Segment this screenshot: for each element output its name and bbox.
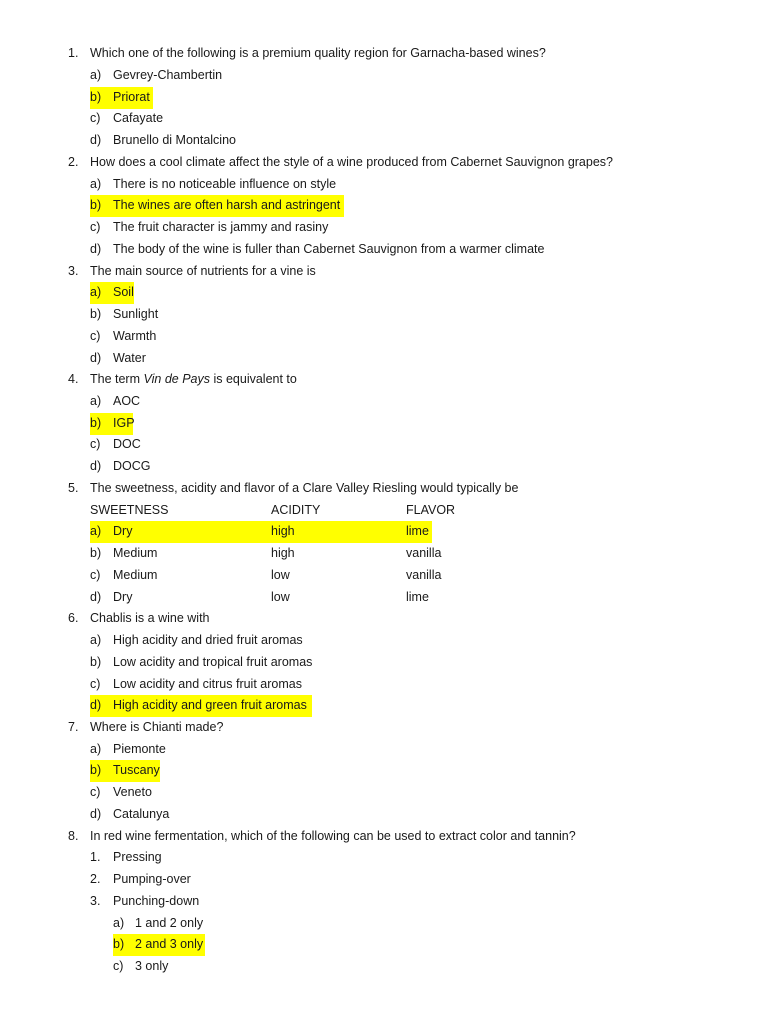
option-text: Cafayate	[113, 111, 164, 125]
option-acidity: high	[271, 524, 295, 538]
option-letter: b)	[113, 937, 125, 951]
option-text: AOC	[113, 394, 141, 408]
option-text: Water	[113, 351, 146, 365]
option-letter: c)	[90, 437, 101, 451]
option-letter: b)	[90, 198, 102, 212]
question-4	[0, 369, 768, 391]
option-text: IGP	[113, 416, 135, 430]
answer-option	[0, 239, 768, 261]
option-letter: a)	[90, 524, 102, 538]
option-text: Priorat	[113, 90, 150, 104]
option-text: Tuscany	[113, 763, 160, 777]
question-number: 6.	[68, 611, 79, 625]
option-flavor: lime	[406, 590, 429, 604]
answer-option-correct	[0, 695, 768, 717]
question-text: In red wine fermentation, which of the following can be used to extract color and tannin?	[90, 829, 576, 843]
option-text: Low acidity and tropical fruit aromas	[113, 655, 313, 669]
question-8	[0, 826, 768, 848]
option-letter: a)	[90, 177, 102, 191]
question-text-part: The term	[90, 372, 144, 386]
option-text: Veneto	[113, 785, 152, 799]
question-text: The main source of nutrients for a vine is	[90, 264, 316, 278]
question-7	[0, 717, 768, 739]
column-header: SWEETNESS	[90, 503, 169, 517]
option-text: Catalunya	[113, 807, 170, 821]
question-text	[90, 369, 297, 391]
question-number: 2.	[68, 155, 79, 169]
answer-option	[0, 391, 768, 413]
option-letter: b)	[90, 763, 102, 777]
option-text: 1 and 2 only	[135, 916, 204, 930]
answer-option	[0, 65, 768, 87]
statement-number: 2.	[90, 872, 101, 886]
option-letter: a)	[90, 68, 102, 82]
option-letter: c)	[90, 111, 101, 125]
question-text: The sweetness, acidity and flavor of a Clare Valley Riesling would typically be	[90, 481, 519, 495]
option-acidity: high	[271, 546, 295, 560]
option-text: Piemonte	[113, 742, 166, 756]
question-text-part: is equivalent to	[209, 372, 297, 386]
question-number: 8.	[68, 829, 79, 843]
answer-option	[0, 804, 768, 826]
statement-item	[0, 869, 768, 891]
question-number: 1.	[68, 46, 79, 60]
question-number: 7.	[68, 720, 79, 734]
option-sweetness: Medium	[113, 546, 158, 560]
answer-option-correct	[0, 760, 768, 782]
option-letter: c)	[90, 329, 101, 343]
option-letter: b)	[90, 307, 102, 321]
question-text-italic: Vin de Pays	[143, 372, 210, 386]
statement-text: Punching-down	[113, 894, 200, 908]
option-flavor: vanilla	[406, 546, 442, 560]
option-sweetness: Dry	[113, 590, 133, 604]
answer-option	[0, 456, 768, 478]
answer-option	[0, 674, 768, 696]
question-number: 5.	[68, 481, 79, 495]
option-text: There is no noticeable influence on style	[113, 177, 337, 191]
question-6	[0, 608, 768, 630]
option-text: Soil	[113, 285, 134, 299]
option-letter: c)	[90, 220, 101, 234]
option-letter: d)	[90, 459, 102, 473]
option-letter: c)	[90, 568, 101, 582]
answer-option-correct	[0, 413, 768, 435]
option-letter: d)	[90, 242, 102, 256]
option-letter: b)	[90, 416, 102, 430]
answer-option-correct	[0, 87, 768, 109]
option-letter: d)	[90, 698, 102, 712]
option-text: DOC	[113, 437, 141, 451]
option-letter: c)	[90, 785, 101, 799]
statement-item	[0, 891, 768, 913]
answer-option-correct	[0, 282, 768, 304]
option-letter: c)	[113, 959, 124, 973]
answer-option	[0, 326, 768, 348]
table-row	[0, 565, 768, 587]
question-2	[0, 152, 768, 174]
option-letter: a)	[90, 742, 102, 756]
question-5	[0, 478, 768, 500]
question-text: Chablis is a wine with	[90, 611, 210, 625]
option-letter: d)	[90, 133, 102, 147]
answer-option	[0, 956, 768, 978]
option-text: Gevrey-Chambertin	[113, 68, 223, 82]
statement-text: Pumping-over	[113, 872, 191, 886]
option-letter: a)	[90, 394, 102, 408]
option-letter: b)	[90, 655, 102, 669]
option-text: The body of the wine is fuller than Cabernet Sauvignon from a warmer climate	[113, 242, 545, 256]
option-text: The fruit character is jammy and rasiny	[113, 220, 329, 234]
answer-option	[0, 739, 768, 761]
option-letter: a)	[113, 916, 125, 930]
option-text: 2 and 3 only	[135, 937, 204, 951]
answer-option	[0, 348, 768, 370]
option-letter: b)	[90, 546, 102, 560]
question-text: Where is Chianti made?	[90, 720, 224, 734]
answer-option-correct	[0, 195, 768, 217]
option-text: DOCG	[113, 459, 151, 473]
question-text: How does a cool climate affect the style of a wine produced from Cabernet Sauvignon grapes?	[90, 155, 613, 169]
question-number: 3.	[68, 264, 79, 278]
answer-option-correct	[0, 934, 768, 956]
answer-highlight	[90, 521, 432, 543]
statement-number: 1.	[90, 850, 101, 864]
option-text: Sunlight	[113, 307, 159, 321]
table-row-correct	[0, 521, 768, 543]
option-flavor: lime	[406, 524, 429, 538]
answer-option	[0, 782, 768, 804]
option-flavor: vanilla	[406, 568, 442, 582]
option-letter: a)	[90, 285, 102, 299]
option-letter: d)	[90, 590, 102, 604]
option-text: The wines are often harsh and astringent	[113, 198, 341, 212]
question-3	[0, 261, 768, 283]
column-header: FLAVOR	[406, 503, 456, 517]
answer-option	[0, 913, 768, 935]
answer-option	[0, 652, 768, 674]
table-header-row	[0, 500, 768, 522]
option-letter: c)	[90, 677, 101, 691]
option-letter: b)	[90, 90, 102, 104]
question-text: Which one of the following is a premium quality region for Garnacha-based wines?	[90, 46, 546, 60]
statement-item	[0, 847, 768, 869]
option-sweetness: Dry	[113, 524, 133, 538]
column-header: ACIDITY	[271, 503, 321, 517]
option-text: Brunello di Montalcino	[113, 133, 236, 147]
question-number: 4.	[68, 372, 79, 386]
answer-option	[0, 630, 768, 652]
answer-option	[0, 217, 768, 239]
option-text: High acidity and green fruit aromas	[113, 698, 307, 712]
answer-option	[0, 174, 768, 196]
answer-option	[0, 304, 768, 326]
statement-number: 3.	[90, 894, 101, 908]
option-text: 3 only	[135, 959, 169, 973]
table-row	[0, 587, 768, 609]
option-acidity: low	[271, 590, 290, 604]
option-letter: a)	[90, 633, 102, 647]
option-letter: d)	[90, 351, 102, 365]
question-1	[0, 43, 768, 65]
option-acidity: low	[271, 568, 290, 582]
option-text: Warmth	[113, 329, 157, 343]
answer-option	[0, 434, 768, 456]
table-row	[0, 543, 768, 565]
option-text: High acidity and dried fruit aromas	[113, 633, 303, 647]
option-sweetness: Medium	[113, 568, 158, 582]
option-text: Low acidity and citrus fruit aromas	[113, 677, 302, 691]
statement-text: Pressing	[113, 850, 162, 864]
answer-option	[0, 108, 768, 130]
option-letter: d)	[90, 807, 102, 821]
answer-option	[0, 130, 768, 152]
